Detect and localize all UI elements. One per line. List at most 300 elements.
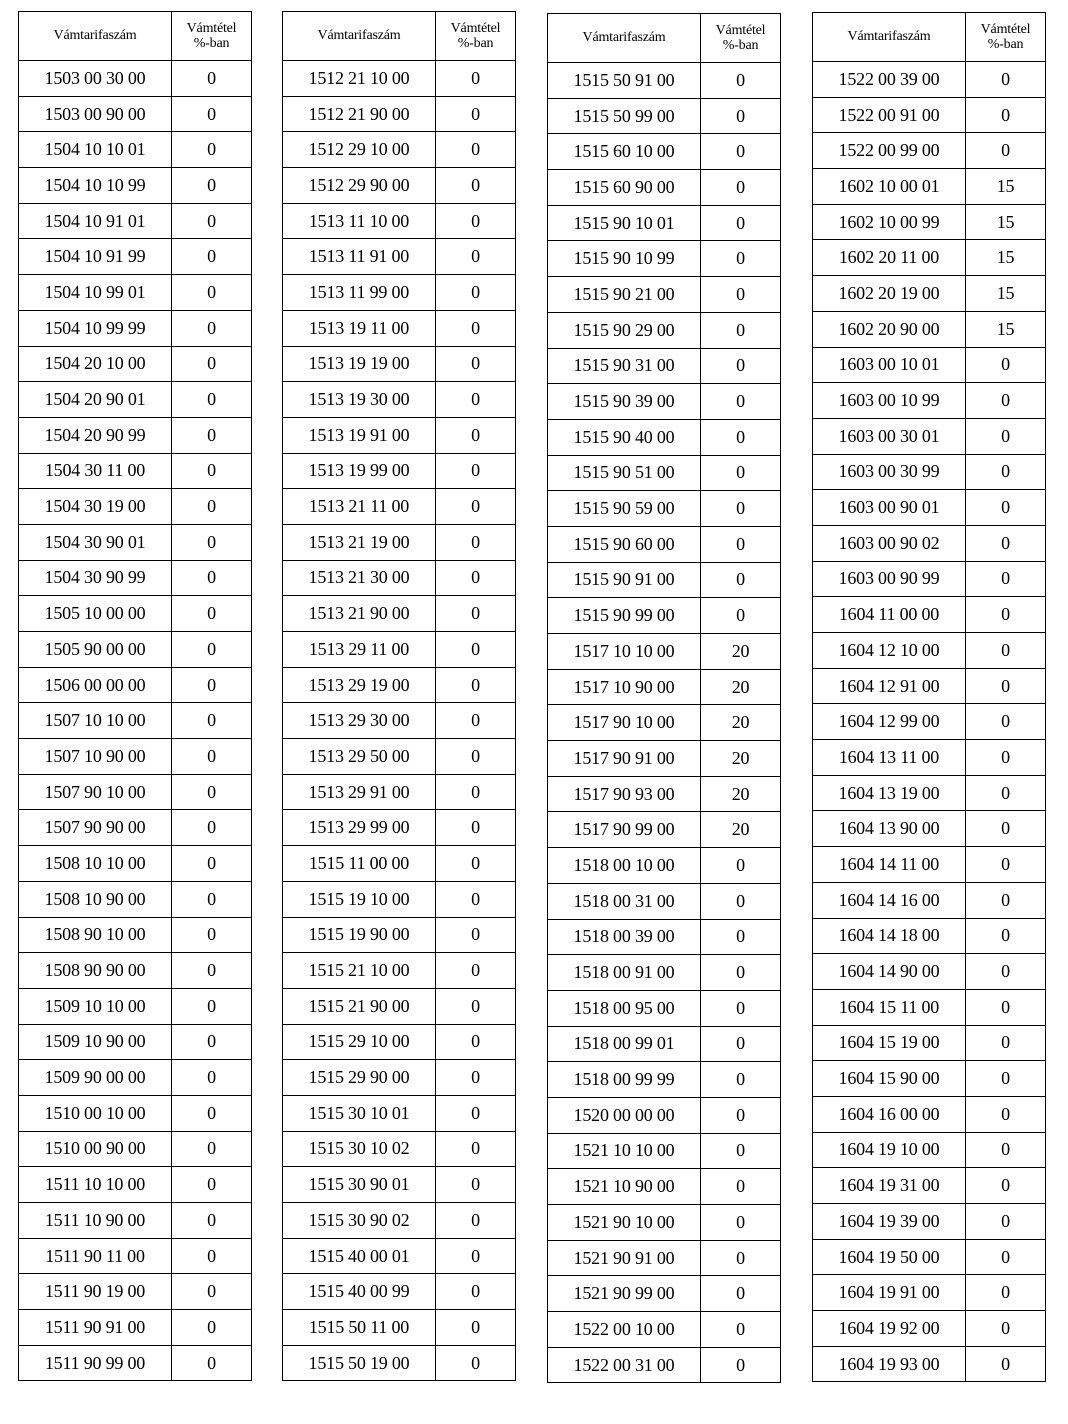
table-row — [19, 1131, 252, 1167]
table-row — [283, 560, 516, 596]
duty-rate-cell: 0 — [172, 1238, 252, 1274]
header-tariff-number: Vámtarifaszám — [19, 12, 172, 61]
duty-rate-cell: 0 — [172, 96, 252, 132]
tariff-number-cell: 1604 15 90 00 — [813, 1061, 966, 1097]
table-row — [548, 919, 781, 955]
tariff-number-cell: 1515 50 11 00 — [283, 1310, 436, 1346]
duty-rate-cell: 0 — [172, 1024, 252, 1060]
duty-rate-cell: 0 — [436, 1131, 516, 1167]
duty-rate-cell: 0 — [966, 62, 1046, 98]
table-row — [548, 883, 781, 919]
tariff-number-cell: 1515 11 00 00 — [283, 846, 436, 882]
tariff-number-cell: 1504 20 10 00 — [19, 346, 172, 382]
tariff-number-cell: 1515 90 40 00 — [548, 419, 701, 455]
table-row — [548, 1312, 781, 1348]
duty-rate-cell: 0 — [701, 491, 781, 527]
tariff-number-cell: 1513 29 50 00 — [283, 739, 436, 775]
table-row — [283, 310, 516, 346]
table-row — [283, 1274, 516, 1310]
table-row — [19, 953, 252, 989]
tariff-table-1 — [18, 11, 252, 1381]
table-row — [548, 669, 781, 705]
tariff-table-4 — [812, 12, 1046, 1382]
table-row — [283, 203, 516, 239]
table-row — [813, 490, 1046, 526]
tariff-number-cell: 1604 13 11 00 — [813, 740, 966, 776]
table-row — [548, 384, 781, 420]
table-row — [283, 275, 516, 311]
tariff-number-cell: 1604 19 39 00 — [813, 1204, 966, 1240]
table-row — [548, 63, 781, 99]
table-row — [283, 917, 516, 953]
duty-rate-cell: 0 — [172, 774, 252, 810]
duty-rate-cell: 0 — [966, 1025, 1046, 1061]
tariff-number-cell: 1504 10 10 99 — [19, 168, 172, 204]
tariff-number-cell: 1513 19 11 00 — [283, 310, 436, 346]
table-row — [813, 133, 1046, 169]
tariff-number-cell: 1521 90 91 00 — [548, 1240, 701, 1276]
tariff-number-cell: 1604 15 19 00 — [813, 1025, 966, 1061]
table-row — [548, 491, 781, 527]
table-row — [283, 774, 516, 810]
table-row — [283, 489, 516, 525]
table-row — [283, 810, 516, 846]
duty-rate-cell: 0 — [966, 133, 1046, 169]
table-row — [283, 417, 516, 453]
tariff-number-cell: 1515 50 99 00 — [548, 98, 701, 134]
duty-rate-cell: 0 — [436, 1095, 516, 1131]
tariff-number-cell: 1520 00 00 00 — [548, 1097, 701, 1133]
table-row — [283, 132, 516, 168]
table-row — [548, 776, 781, 812]
table-row — [19, 524, 252, 560]
table-row — [283, 953, 516, 989]
tariff-number-cell: 1515 50 91 00 — [548, 63, 701, 99]
duty-rate-cell: 20 — [701, 741, 781, 777]
duty-rate-cell: 0 — [172, 917, 252, 953]
table-row — [813, 383, 1046, 419]
duty-rate-cell: 0 — [436, 667, 516, 703]
table-row — [19, 168, 252, 204]
tariff-number-cell: 1515 21 10 00 — [283, 953, 436, 989]
tariff-number-cell: 1507 10 90 00 — [19, 739, 172, 775]
tariff-number-cell: 1515 30 90 02 — [283, 1203, 436, 1239]
tariff-number-cell: 1515 90 99 00 — [548, 598, 701, 634]
tariff-number-cell: 1513 19 91 00 — [283, 417, 436, 453]
duty-rate-cell: 0 — [436, 810, 516, 846]
table-row — [813, 1061, 1046, 1097]
table-row — [283, 667, 516, 703]
tariff-number-cell: 1507 90 10 00 — [19, 774, 172, 810]
duty-rate-cell: 0 — [701, 348, 781, 384]
duty-rate-cell: 0 — [436, 132, 516, 168]
duty-rate-cell: 0 — [701, 455, 781, 491]
tariff-number-cell: 1513 19 30 00 — [283, 382, 436, 418]
tariff-number-cell: 1515 30 90 01 — [283, 1167, 436, 1203]
duty-rate-cell: 0 — [436, 203, 516, 239]
table-row — [548, 1133, 781, 1169]
table-row — [813, 525, 1046, 561]
duty-rate-cell: 0 — [172, 953, 252, 989]
tariff-number-cell: 1508 90 10 00 — [19, 917, 172, 953]
duty-rate-cell: 0 — [701, 883, 781, 919]
duty-rate-cell: 0 — [701, 384, 781, 420]
tariff-number-cell: 1603 00 30 99 — [813, 454, 966, 490]
duty-rate-cell: 0 — [172, 168, 252, 204]
table-row — [19, 1238, 252, 1274]
tariff-number-cell: 1504 20 90 99 — [19, 417, 172, 453]
duty-rate-cell: 0 — [436, 846, 516, 882]
table-row — [283, 1024, 516, 1060]
table-row — [19, 310, 252, 346]
tariff-number-cell: 1508 10 90 00 — [19, 881, 172, 917]
duty-rate-cell: 0 — [172, 881, 252, 917]
table-row — [283, 1060, 516, 1096]
header-tariff-number: Vámtarifaszám — [283, 12, 436, 61]
tariff-number-cell: 1515 90 29 00 — [548, 312, 701, 348]
tariff-number-cell: 1515 21 90 00 — [283, 988, 436, 1024]
table-row — [283, 1131, 516, 1167]
duty-rate-cell: 0 — [172, 1095, 252, 1131]
table-row — [548, 1276, 781, 1312]
table-row — [813, 1168, 1046, 1204]
table-row — [813, 1239, 1046, 1275]
duty-rate-cell: 0 — [966, 775, 1046, 811]
tariff-number-cell: 1505 10 00 00 — [19, 596, 172, 632]
tariff-number-cell: 1513 19 99 00 — [283, 453, 436, 489]
table-row — [813, 811, 1046, 847]
duty-rate-cell: 20 — [701, 776, 781, 812]
tariff-number-cell: 1507 10 10 00 — [19, 703, 172, 739]
table-row — [19, 61, 252, 97]
header-duty-rate: Vámtétel %-ban — [172, 12, 252, 61]
table-row — [548, 348, 781, 384]
tariff-number-cell: 1515 19 90 00 — [283, 917, 436, 953]
duty-rate-cell: 0 — [436, 1024, 516, 1060]
tariff-number-cell: 1503 00 90 00 — [19, 96, 172, 132]
duty-rate-cell: 0 — [966, 347, 1046, 383]
tariff-number-cell: 1515 29 10 00 — [283, 1024, 436, 1060]
tariff-number-cell: 1515 90 39 00 — [548, 384, 701, 420]
duty-rate-cell: 0 — [172, 132, 252, 168]
duty-rate-cell: 0 — [966, 1204, 1046, 1240]
tariff-number-cell: 1507 90 90 00 — [19, 810, 172, 846]
table-row — [283, 168, 516, 204]
duty-rate-cell: 0 — [966, 561, 1046, 597]
table-row — [548, 419, 781, 455]
duty-rate-cell: 0 — [701, 170, 781, 206]
table-row — [813, 668, 1046, 704]
tariff-number-cell: 1511 10 10 00 — [19, 1167, 172, 1203]
duty-rate-cell: 0 — [436, 1167, 516, 1203]
duty-rate-cell: 15 — [966, 311, 1046, 347]
duty-rate-cell: 0 — [172, 310, 252, 346]
duty-rate-cell: 0 — [701, 598, 781, 634]
table-row — [813, 918, 1046, 954]
tariff-number-cell: 1521 90 99 00 — [548, 1276, 701, 1312]
duty-rate-cell: 0 — [701, 1347, 781, 1383]
table-row — [283, 524, 516, 560]
table-row — [548, 1026, 781, 1062]
table-row — [548, 1240, 781, 1276]
table-row — [813, 1346, 1046, 1382]
table-row — [548, 134, 781, 170]
tariff-number-cell: 1504 10 99 99 — [19, 310, 172, 346]
header-duty-rate: Vámtétel %-ban — [701, 14, 781, 63]
duty-rate-cell: 0 — [172, 988, 252, 1024]
tariff-number-cell: 1518 00 10 00 — [548, 848, 701, 884]
duty-rate-cell: 0 — [966, 811, 1046, 847]
tariff-number-cell: 1515 50 19 00 — [283, 1345, 436, 1381]
tariff-number-cell: 1522 00 91 00 — [813, 97, 966, 133]
duty-rate-cell: 0 — [172, 239, 252, 275]
tariff-number-cell: 1511 10 90 00 — [19, 1203, 172, 1239]
table-row — [283, 739, 516, 775]
duty-rate-cell: 0 — [172, 810, 252, 846]
duty-rate-cell: 0 — [966, 989, 1046, 1025]
table-row — [813, 989, 1046, 1025]
tariff-number-cell: 1603 00 90 02 — [813, 525, 966, 561]
duty-rate-cell: 0 — [701, 955, 781, 991]
duty-rate-cell: 0 — [172, 846, 252, 882]
duty-rate-cell: 0 — [966, 418, 1046, 454]
duty-rate-cell: 0 — [172, 382, 252, 418]
duty-rate-cell: 0 — [436, 1310, 516, 1346]
duty-rate-cell: 0 — [172, 739, 252, 775]
tariff-number-cell: 1515 90 51 00 — [548, 455, 701, 491]
duty-rate-cell: 0 — [436, 96, 516, 132]
table-row — [283, 632, 516, 668]
table-row — [813, 740, 1046, 776]
duty-rate-cell: 0 — [172, 1167, 252, 1203]
tariff-number-cell: 1515 90 10 99 — [548, 241, 701, 277]
duty-rate-cell: 0 — [436, 632, 516, 668]
tariff-number-cell: 1510 00 90 00 — [19, 1131, 172, 1167]
tariff-number-cell: 1517 90 10 00 — [548, 705, 701, 741]
table-row — [19, 1203, 252, 1239]
duty-rate-cell: 20 — [701, 634, 781, 670]
table-row — [19, 346, 252, 382]
table-row — [813, 204, 1046, 240]
duty-rate-cell: 0 — [436, 453, 516, 489]
duty-rate-cell: 0 — [436, 168, 516, 204]
duty-rate-cell: 0 — [966, 597, 1046, 633]
table-row — [19, 810, 252, 846]
duty-rate-cell: 0 — [701, 1240, 781, 1276]
tariff-number-cell: 1515 40 00 01 — [283, 1238, 436, 1274]
table-row — [19, 1310, 252, 1346]
tariff-number-cell: 1512 21 90 00 — [283, 96, 436, 132]
duty-rate-cell: 0 — [966, 1096, 1046, 1132]
table-row — [283, 1345, 516, 1381]
header-row — [813, 13, 1046, 62]
table-row — [813, 276, 1046, 312]
tariff-number-cell: 1515 29 90 00 — [283, 1060, 436, 1096]
table-row — [19, 703, 252, 739]
tariff-number-cell: 1522 00 99 00 — [813, 133, 966, 169]
table-row — [548, 241, 781, 277]
tariff-number-cell: 1518 00 99 01 — [548, 1026, 701, 1062]
tariff-number-cell: 1604 14 16 00 — [813, 882, 966, 918]
tariff-number-cell: 1604 13 19 00 — [813, 775, 966, 811]
tariff-number-cell: 1504 30 90 01 — [19, 524, 172, 560]
table-row — [813, 418, 1046, 454]
tariff-number-cell: 1518 00 91 00 — [548, 955, 701, 991]
tariff-number-cell: 1512 21 10 00 — [283, 61, 436, 97]
tariff-number-cell: 1517 90 99 00 — [548, 812, 701, 848]
duty-rate-cell: 0 — [701, 205, 781, 241]
tariff-number-cell: 1603 00 90 99 — [813, 561, 966, 597]
table-row — [283, 346, 516, 382]
table-row — [548, 990, 781, 1026]
table-row — [19, 275, 252, 311]
table-row — [813, 597, 1046, 633]
tariff-number-cell: 1518 00 95 00 — [548, 990, 701, 1026]
duty-rate-cell: 0 — [966, 1132, 1046, 1168]
tariff-number-cell: 1603 00 10 99 — [813, 383, 966, 419]
tariff-number-cell: 1513 29 11 00 — [283, 632, 436, 668]
duty-rate-cell: 0 — [966, 1275, 1046, 1311]
table-row — [19, 132, 252, 168]
tariff-number-cell: 1603 00 10 01 — [813, 347, 966, 383]
table-row — [19, 382, 252, 418]
duty-rate-cell: 0 — [436, 346, 516, 382]
tariff-number-cell: 1604 19 10 00 — [813, 1132, 966, 1168]
tariff-number-cell: 1515 90 60 00 — [548, 526, 701, 562]
table-row — [19, 1060, 252, 1096]
table-row — [813, 347, 1046, 383]
duty-rate-cell: 0 — [436, 524, 516, 560]
table-row — [283, 239, 516, 275]
duty-rate-cell: 0 — [436, 1060, 516, 1096]
tariff-number-cell: 1504 20 90 01 — [19, 382, 172, 418]
tariff-number-cell: 1515 90 31 00 — [548, 348, 701, 384]
table-row — [548, 170, 781, 206]
duty-rate-cell: 0 — [172, 61, 252, 97]
tariff-table-3 — [547, 13, 781, 1383]
duty-rate-cell: 0 — [966, 668, 1046, 704]
duty-rate-cell: 0 — [966, 633, 1046, 669]
duty-rate-cell: 0 — [701, 1026, 781, 1062]
duty-rate-cell: 0 — [436, 310, 516, 346]
table-row — [813, 847, 1046, 883]
duty-rate-cell: 0 — [966, 1061, 1046, 1097]
duty-rate-cell: 0 — [966, 704, 1046, 740]
tariff-number-cell: 1513 11 10 00 — [283, 203, 436, 239]
table-row — [548, 526, 781, 562]
tariff-number-cell: 1513 21 30 00 — [283, 560, 436, 596]
tariff-number-cell: 1521 10 90 00 — [548, 1169, 701, 1205]
tariff-number-cell: 1604 16 00 00 — [813, 1096, 966, 1132]
table-row — [813, 454, 1046, 490]
table-row — [19, 632, 252, 668]
table-row — [548, 598, 781, 634]
table-row — [19, 1274, 252, 1310]
tariff-number-cell: 1503 00 30 00 — [19, 61, 172, 97]
duty-rate-cell: 0 — [966, 1346, 1046, 1382]
table-row — [283, 1238, 516, 1274]
duty-rate-cell: 20 — [701, 705, 781, 741]
tariff-number-cell: 1602 20 90 00 — [813, 311, 966, 347]
tariff-number-cell: 1513 19 19 00 — [283, 346, 436, 382]
header-row — [548, 14, 781, 63]
table-row — [813, 97, 1046, 133]
table-row — [548, 848, 781, 884]
table-row — [548, 1347, 781, 1383]
table-row — [19, 96, 252, 132]
duty-rate-cell: 0 — [966, 490, 1046, 526]
duty-rate-cell: 0 — [172, 489, 252, 525]
duty-rate-cell: 0 — [701, 848, 781, 884]
table-row — [283, 1167, 516, 1203]
tariff-number-cell: 1508 10 10 00 — [19, 846, 172, 882]
duty-rate-cell: 0 — [172, 453, 252, 489]
duty-rate-cell: 0 — [701, 419, 781, 455]
table-row — [548, 312, 781, 348]
tariff-number-cell: 1511 90 11 00 — [19, 1238, 172, 1274]
duty-rate-cell: 0 — [966, 954, 1046, 990]
duty-rate-cell: 0 — [436, 61, 516, 97]
duty-rate-cell: 0 — [436, 739, 516, 775]
tariff-number-cell: 1603 00 90 01 — [813, 490, 966, 526]
duty-rate-cell: 0 — [436, 1203, 516, 1239]
duty-rate-cell: 15 — [966, 204, 1046, 240]
table-row — [19, 239, 252, 275]
duty-rate-cell: 0 — [701, 562, 781, 598]
tariff-number-cell: 1515 30 10 02 — [283, 1131, 436, 1167]
table-row — [19, 596, 252, 632]
duty-rate-cell: 0 — [436, 953, 516, 989]
duty-rate-cell: 0 — [172, 346, 252, 382]
tariff-number-cell: 1604 13 90 00 — [813, 811, 966, 847]
header-tariff-number: Vámtarifaszám — [548, 14, 701, 63]
duty-rate-cell: 0 — [701, 1205, 781, 1241]
tariff-number-cell: 1513 29 30 00 — [283, 703, 436, 739]
tariff-number-cell: 1522 00 39 00 — [813, 62, 966, 98]
header-row — [283, 12, 516, 61]
tariff-number-cell: 1515 90 10 01 — [548, 205, 701, 241]
table-row — [19, 489, 252, 525]
table-row — [283, 596, 516, 632]
table-row — [283, 881, 516, 917]
duty-rate-cell: 0 — [966, 1311, 1046, 1347]
tariff-number-cell: 1515 30 10 01 — [283, 1095, 436, 1131]
duty-rate-cell: 0 — [966, 383, 1046, 419]
duty-rate-cell: 0 — [701, 1097, 781, 1133]
tariff-number-cell: 1602 20 11 00 — [813, 240, 966, 276]
table-row — [548, 98, 781, 134]
tariff-number-cell: 1511 90 91 00 — [19, 1310, 172, 1346]
table-row — [548, 277, 781, 313]
duty-rate-cell: 0 — [701, 919, 781, 955]
duty-rate-cell: 0 — [966, 525, 1046, 561]
table-row — [813, 1096, 1046, 1132]
table-row — [813, 169, 1046, 205]
duty-rate-cell: 0 — [436, 275, 516, 311]
duty-rate-cell: 0 — [172, 275, 252, 311]
duty-rate-cell: 0 — [701, 63, 781, 99]
tariff-number-cell: 1515 40 00 99 — [283, 1274, 436, 1310]
table-row — [813, 62, 1046, 98]
duty-rate-cell: 0 — [172, 703, 252, 739]
duty-rate-cell: 0 — [172, 1310, 252, 1346]
tariff-number-cell: 1521 10 10 00 — [548, 1133, 701, 1169]
table-row — [283, 846, 516, 882]
table-row — [19, 667, 252, 703]
header-duty-rate: Vámtétel %-ban — [436, 12, 516, 61]
duty-rate-cell: 0 — [436, 382, 516, 418]
tariff-number-cell: 1513 29 19 00 — [283, 667, 436, 703]
